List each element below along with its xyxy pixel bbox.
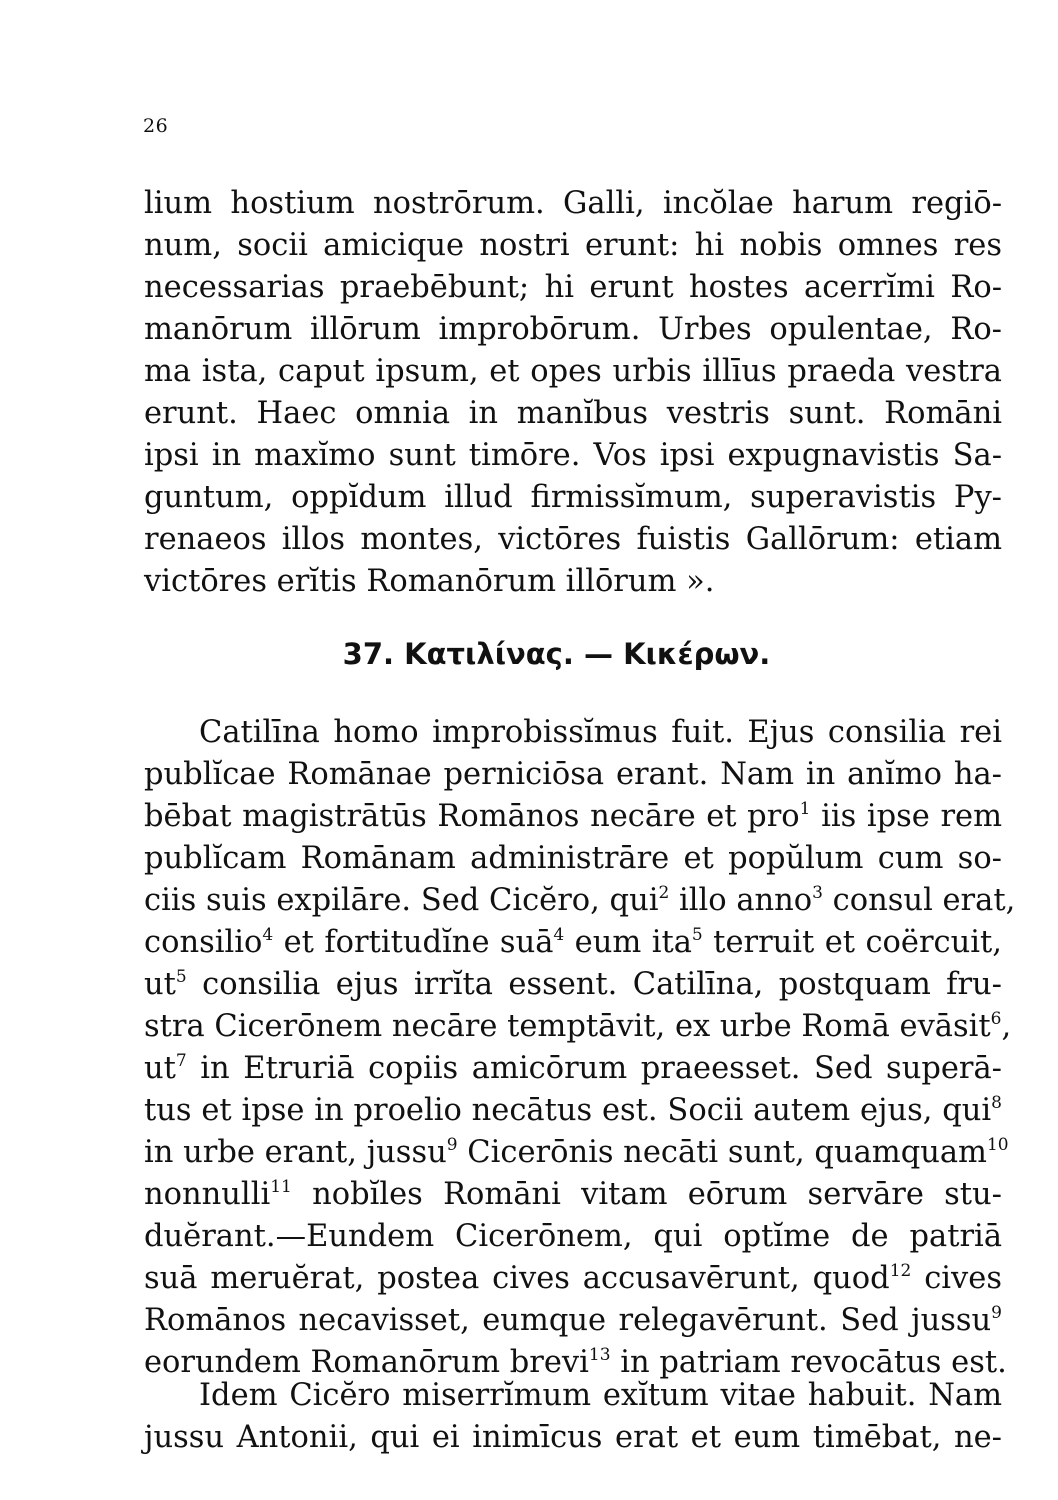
text-line: lium hostium nostrōrum. Galli, incŏlae harum regiō- xyxy=(144,186,1002,221)
footnote-marker: 4 xyxy=(553,925,565,945)
text-line: jussu Antonii, qui ei inimīcus erat et eum timēbat, ne- xyxy=(144,1420,1002,1455)
text-segment: eorundem Romanōrum brevi xyxy=(144,1345,589,1380)
text-line: duĕrant.—Eundem Cicerōnem, qui optĭme de patriā xyxy=(144,1219,1002,1254)
text-line xyxy=(144,1174,1002,1216)
text-segment: in patriam revocātus est. xyxy=(610,1345,1007,1380)
footnote-marker: 5 xyxy=(175,967,187,987)
text-line xyxy=(144,1132,1009,1174)
text-line: guntum, oppĭdum illud firmissĭmum, superavistis Py- xyxy=(144,480,1002,515)
text-segment: Romānos necavisset, eumque relegavērunt. Sed jussu xyxy=(144,1303,992,1338)
text-segment: et fortitudĭne suā xyxy=(273,925,554,960)
text-line xyxy=(144,922,1002,964)
footnote-marker: 12 xyxy=(889,1261,912,1281)
page-number: 26 xyxy=(143,115,169,137)
text-line: erunt. Haec omnia in manĭbus vestris sunt. Romāni xyxy=(144,396,1002,431)
text-segment: tus et ipse in proelio necātus est. Socii autem ejus, qui xyxy=(144,1093,992,1128)
text-line: renaeos illos montes, victōres fuistis Gallōrum: etiam xyxy=(144,522,1002,557)
text-line xyxy=(144,1090,1002,1132)
text-line xyxy=(144,1300,1002,1342)
text-segment: iis ipse rem xyxy=(810,799,1003,834)
text-segment: ut xyxy=(144,1051,176,1086)
text-line xyxy=(144,1258,1002,1300)
text-segment: ciis suis expilāre. Sed Cicĕro, qui xyxy=(144,883,659,918)
passage-36-ending xyxy=(144,183,1002,603)
text-segment: terruit et coërcuit, xyxy=(702,925,1002,960)
text-line: publĭcam Romānam administrāre et popŭlum cum so- xyxy=(144,841,1002,876)
footnote-marker: 9 xyxy=(991,1303,1002,1323)
text-line: Idem Cicĕro miserrĭmum exĭtum vitae habuit. Nam xyxy=(199,1378,1002,1413)
text-line: ma ista, caput ipsum, et opes urbis illīus praeda vestra xyxy=(144,354,1002,389)
section-37-paragraph-1 xyxy=(144,712,1016,1384)
text-line: Catilīna homo improbissĭmus fuit. Ejus consilia rei xyxy=(199,715,1002,750)
text-line xyxy=(144,880,1016,922)
text-segment: nobĭles Romāni vitam eōrum servāre stu- xyxy=(291,1177,1002,1212)
text-segment: consilio xyxy=(144,925,263,960)
text-segment: stra Cicerōnem necāre temptāvit, ex urbe Romā evāsit xyxy=(144,1009,991,1044)
footnote-marker: 8 xyxy=(991,1093,1002,1113)
text-segment: consul erat, xyxy=(822,883,1016,918)
text-segment: Cicerōnis necāti sunt, quamquam xyxy=(457,1135,987,1170)
text-segment: in urbe erant, jussu xyxy=(144,1135,447,1170)
section-heading: 37. Κατιλίνας. — Κικέρων. xyxy=(342,637,771,671)
text-line xyxy=(144,1048,1002,1090)
text-segment: suā meruĕrat, postea cives accusavērunt, quod xyxy=(144,1261,890,1296)
text-line xyxy=(144,1006,1012,1048)
footnote-marker: 13 xyxy=(588,1345,611,1365)
text-segment: eum ita xyxy=(564,925,692,960)
text-line: num, socii amicique nostri erunt: hi nobis omnes res xyxy=(144,228,1002,263)
text-segment: ut xyxy=(144,967,176,1002)
text-segment: cives xyxy=(911,1261,1002,1296)
footnote-marker: 10 xyxy=(986,1135,1009,1155)
text-line: publĭcae Romānae perniciōsa erant. Nam in anĭmo ha- xyxy=(144,757,1002,792)
text-segment: consilia ejus irrĭta essent. Catilīna, postquam fru- xyxy=(186,967,1002,1002)
text-line xyxy=(144,796,1002,838)
footnote-marker: 7 xyxy=(175,1051,187,1071)
section-37-paragraph-2 xyxy=(144,1375,1002,1459)
text-segment: nonnulli xyxy=(144,1177,271,1212)
text-line xyxy=(144,964,1002,1006)
text-segment: in Etruriā copiis amicōrum praeesset. Sed superā- xyxy=(186,1051,1002,1086)
footnote-marker: 5 xyxy=(691,925,703,945)
footnote-marker: 2 xyxy=(658,883,670,903)
text-line: victōres erĭtis Romanōrum illōrum ». xyxy=(144,564,715,599)
text-line: necessarias praebēbunt; hi erunt hostes acerrĭmi Ro- xyxy=(144,270,1002,305)
text-segment: bēbat magistrātūs Romānos necāre et pro xyxy=(144,799,800,834)
footnote-marker: 9 xyxy=(446,1135,458,1155)
footnote-marker: 4 xyxy=(262,925,274,945)
footnote-marker: 1 xyxy=(799,799,811,819)
text-line: manōrum illōrum improbōrum. Urbes opulentae, Ro- xyxy=(144,312,1002,347)
footnote-marker: 3 xyxy=(812,883,823,903)
text-segment: illo anno xyxy=(669,883,813,918)
text-segment: , xyxy=(1001,1009,1012,1044)
footnote-marker: 6 xyxy=(990,1009,1002,1029)
text-line: ipsi in maxĭmo sunt timōre. Vos ipsi expugnavistis Sa- xyxy=(144,438,1002,473)
footnote-marker: 11 xyxy=(270,1177,292,1197)
